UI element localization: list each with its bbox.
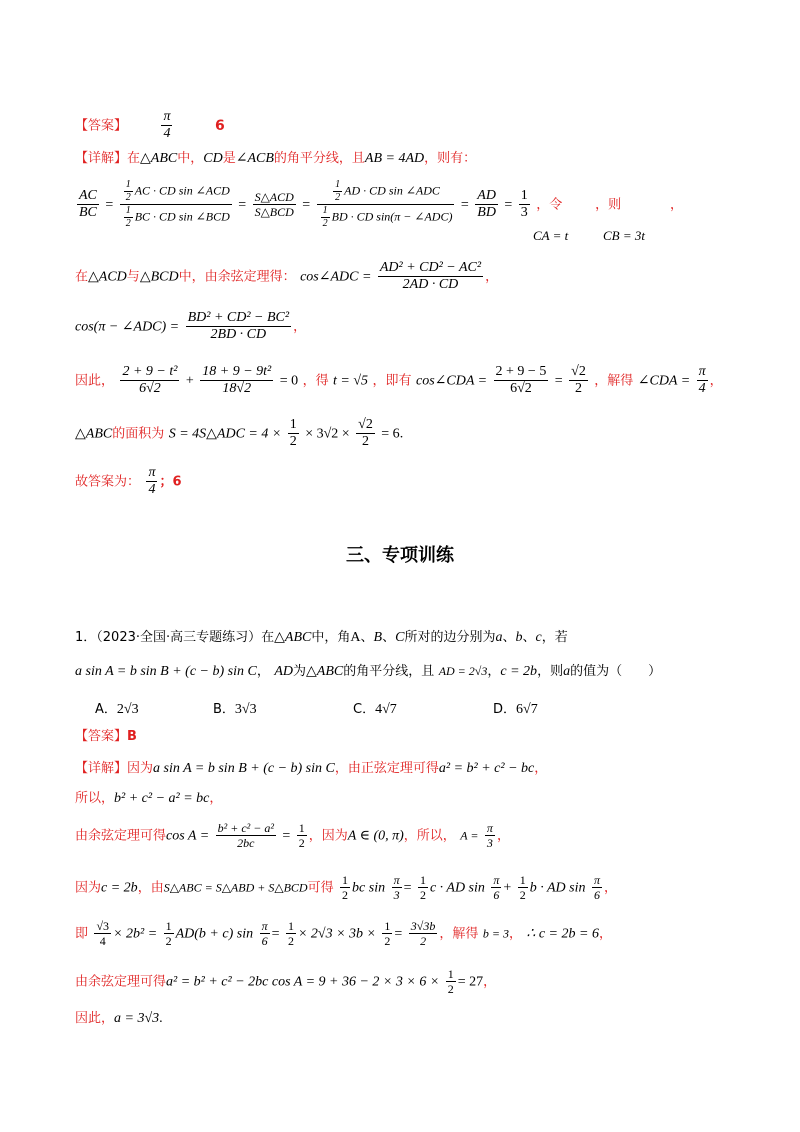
detail2-line-4: 因为c = 2b，由S△ABC = S△ABD + S△BCD可得 $\frac{1}{2}$ bc sin $\frac{\pi}{3}$ = $\frac{1}{2}$ c · AD sin $\frac{\pi}{6}$ + $\frac{1}{2}$ b · AD sin $\frac{\pi}{6}$ ，	[75, 873, 617, 902]
detail2-line-5: 即 $\frac{√3}{4}$ × 2b² = $\frac{1}{2}$ AD(b + c) sin $\frac{\pi}{6}$ = $\frac{1}{2}$ × 2√3 × 3b × $\frac{1}{2}$ = $\frac{3√3b}{2}$ ，解得 b = 3， ∴ c = 2b = 6，	[75, 919, 612, 948]
answer-label: 【答案】	[75, 729, 128, 744]
answer-value-number: 6	[214, 117, 225, 134]
detail-label: 【详解】	[75, 761, 128, 776]
ratio-fraction-3: $\frac{1}{2}$ AD · CD sin ∠ADC $\frac{1}{2}$ BD · CD sin(π − ∠ADC)	[317, 180, 455, 229]
detail-cos-pi-line: cos(π − ∠ADC) = $\frac{\text{BD² + CD² − BC²}}{2BD \cdot CD}$ ，	[75, 310, 307, 342]
option-b[interactable]: B．3√3	[213, 702, 257, 717]
final-answer-line: 故答案为： $\frac{\pi}{4}$ ；6	[75, 465, 182, 497]
answer-line-2	[75, 729, 137, 743]
detail-area-line: △ABC的面积为 S = 4S△ADC = 4 × $\frac{1}{2}$ × 3√2 × $\frac{√2}{2}$ = 6.	[75, 417, 404, 449]
ca-equals-t: CA = t	[533, 228, 569, 243]
question-line-1: 1．（2023·全国·高三专题练习）在△ABC中，角A、B、C所对的边分别为a、b、c，若	[75, 630, 568, 645]
detail-label: 【详解】	[75, 151, 128, 166]
ratio-fraction-2: $\frac{\text{S△ACD}}{\text{S△BCD}}$	[254, 190, 294, 219]
detail2-line-2: 所以，b² + c² − a² = bc，	[75, 791, 223, 806]
detail2-line-1: 【详解】因为a sin A = b sin B + (c − b) sin C，由正弦定理可得a² = b² + c² − bc，	[75, 761, 548, 776]
section-title: 三、专项训练	[346, 545, 454, 566]
answer-label: 【答案】	[75, 118, 128, 134]
detail-ratio-line: $\frac{AC}{BC}$ = $\frac{1}{2}$ AC · CD sin ∠ACD $\frac{1}{2}$ BC · CD sin ∠BCD = $\frac{\text{S△ACD}}{\text{S△BCD}}$ = $\frac{1}{2}$ AD · CD sin ∠ADC $\frac{1}{2}$ BD · CD sin(π − ∠ADC) = $\frac{AD}{BD}$ = $\frac{1}{3}$ ，令 ，则 ，	[79, 179, 684, 229]
answer-value-fraction: $\frac{\pi}{4}$	[163, 109, 171, 141]
cb-equals-3t: CB = 3t	[603, 228, 645, 243]
answer-value: B	[127, 729, 137, 744]
option-c[interactable]: C．4√7	[353, 702, 397, 717]
ratio-fraction-1: $\frac{1}{2}$ AC · CD sin ∠ACD $\frac{1}{2}$ BC · CD sin ∠BCD	[120, 180, 232, 229]
detail-solve-line: 因此， $\frac{\text{2 + 9 − t²}}{6√2}$ + $\frac{\text{18 + 9 − 9t²}}{18√2}$ = 0 ，得 t = √5 ，即有 cos∠CDA = $\frac{2 + 9 - 5}{6√2}$ = $\frac{√2}{2}$ ，解得 ∠CDA = $\frac{\pi}{4}$ ，	[75, 364, 723, 396]
detail-cosine-line: 在△ACD与△BCD中，由余弦定理得： cos∠ADC = $\frac{\text{AD² + CD² − AC²}}{2AD \cdot CD}$ ，	[75, 260, 499, 292]
option-d[interactable]: D．6√7	[493, 702, 538, 717]
question-line-2: a sin A = b sin B + (c − b) sin C， AD为△ABC的角平分线，且 AD = 2√3，c = 2b，则a的值为（ ）	[75, 664, 662, 679]
option-a[interactable]: A．2√3	[95, 702, 139, 717]
detail-line-1: 【详解】在△ABC中，CD是∠ACB的角平分线，且AB = 4AD，则有：	[75, 151, 477, 166]
detail2-line-6: 由余弦定理可得a² = b² + c² − 2bc cos A = 9 + 36 − 2 × 3 × 6 × $\frac{1}{2}$ = 27，	[75, 967, 497, 996]
detail2-line-7: 因此，a = 3√3.	[75, 1011, 163, 1026]
detail2-line-3: 由余弦定理可得cos A = $\frac{\text{b² + c² − a²}}{2bc}$ = $\frac{1}{2}$ ，因为A ∈ (0, π)，所以， A = $\frac{\pi}{3}$ ，	[75, 821, 510, 850]
answer-line-1	[75, 110, 225, 141]
